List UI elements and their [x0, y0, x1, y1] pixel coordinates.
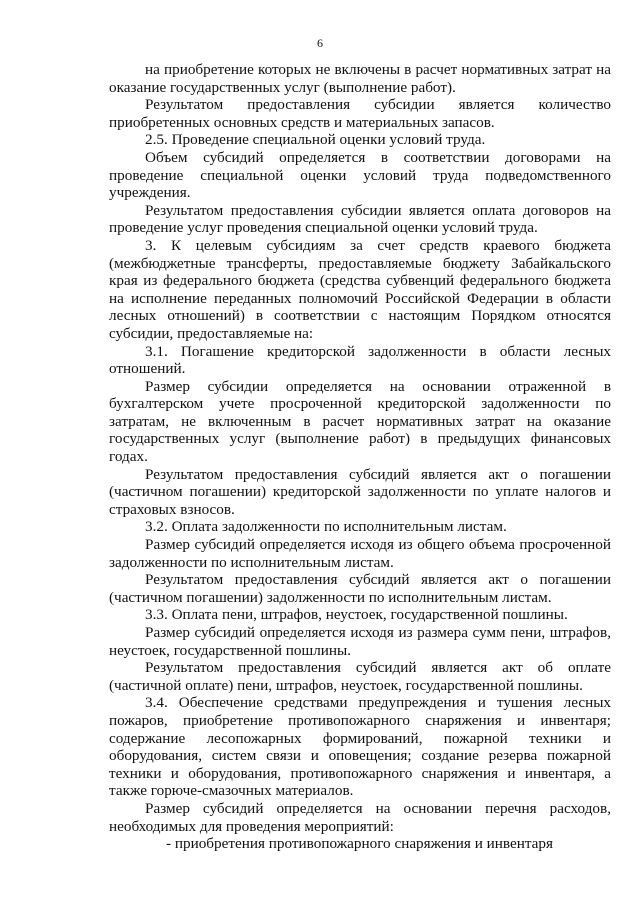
- paragraph: Объем субсидий определяется в соответствии договорами на проведение специальной оценки условий труда подведомственного учреждения.: [109, 148, 611, 202]
- paragraph: Результатом предоставления субсидий является акт о погашении (частичном погашении) кредиторской задолженности по уплате налогов и страховых взносов.: [109, 465, 611, 518]
- section-heading: 3.1. Погашение кредиторской задолженности в области лесных отношений.: [109, 342, 611, 378]
- paragraph: Результатом предоставления субсидии является количество приобретенных основных средств и материальных запасов.: [109, 96, 611, 131]
- section-heading: 3.4. Обеспечение средствами предупреждения и тушения лесных пожаров, приобретение противопожарного снаряжения и инвентаря; содержание лесопожарных формирований, пожарной техники и оборудования, систем связи и оповещения; создание резерва пожарной техники и оборудования, противопожарного снаряжения и инвентаря, а также горюче-смазочных материалов.: [109, 694, 611, 800]
- paragraph: Размер субсидии определяется на основании отраженной в бухгалтерском учете просроченной кредиторской задолженности по затратам, не включенным в расчет нормативных затрат на оказание государственных услуг (выполнение работ) в предыдущих финансовых годах.: [109, 377, 611, 466]
- paragraph: на приобретение которых не включены в расчет нормативных затрат на оказание государственных услуг (выполнение работ).: [109, 61, 611, 96]
- paragraph: Результатом предоставления субсидий является акт об оплате (частичной оплате) пени, штрафов, неустоек, государственной пошлины.: [109, 659, 611, 694]
- paragraph: Результатом предоставления субсидии является оплата договоров на проведение услуг проведения специальной оценки условий труда.: [109, 201, 611, 237]
- page-number: 6: [317, 36, 323, 50]
- section-heading: 3.3. Оплата пени, штрафов, неустоек, государственной пошлины.: [145, 606, 568, 624]
- paragraph: Размер субсидий определяется исходя из размера сумм пени, штрафов, неустоек, государственной пошлины.: [109, 624, 611, 659]
- paragraph: Размер субсидий определяется исходя из общего объема просроченной задолженности по исполнительным листам.: [109, 536, 611, 571]
- paragraph: Размер субсидий определяется на основании перечня расходов, необходимых для проведения мероприятий:: [109, 799, 611, 835]
- section-heading: 3.2. Оплата задолженности по исполнительным листам.: [145, 518, 507, 536]
- section-heading: 2.5. Проведение специальной оценки условий труда.: [145, 131, 486, 149]
- document-body: [109, 61, 611, 853]
- paragraph: Результатом предоставления субсидий является акт о погашении (частичном погашении) задолженности по исполнительным листам.: [109, 571, 611, 606]
- list-item: - приобретения противопожарного снаряжения и инвентаря: [166, 835, 553, 853]
- paragraph: 3. К целевым субсидиям за счет средств краевого бюджета (межбюджетные трансферты, предоставляемые бюджету Забайкальского края из федерального бюджета (средства субвенций федерального бюджета на исполнение переданных полномочий Российской Федерации в области лесных отношений) в соответствии с настоящим Порядком относятся субсидии, предоставляемые на:: [109, 236, 611, 342]
